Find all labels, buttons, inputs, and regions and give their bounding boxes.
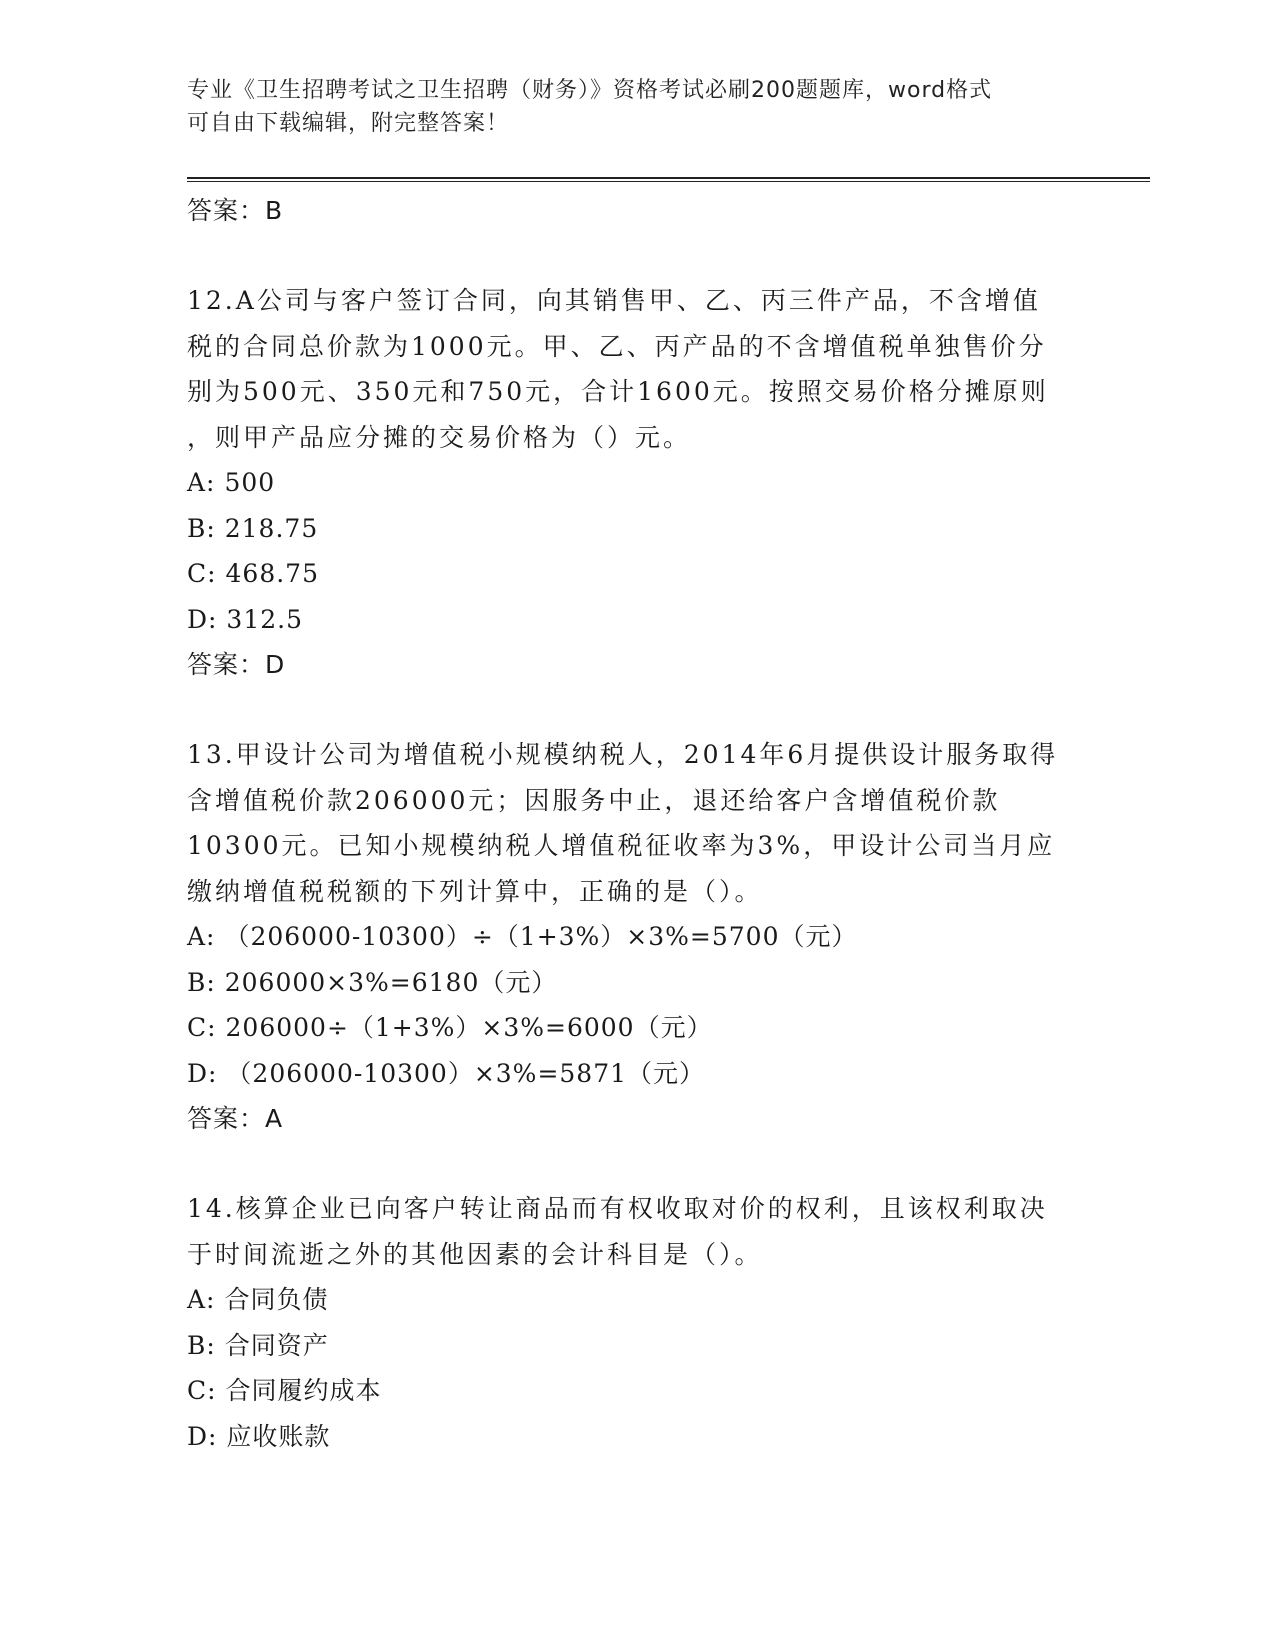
option-text: 218.75 <box>224 513 319 543</box>
stem-line: 税的合同总价款为1000元。甲、乙、丙产品的不含增值税单独售价分 <box>187 331 1047 361</box>
stem-line: ，则甲产品应分摊的交易价格为（）元。 <box>187 422 692 452</box>
question-stem <box>187 1186 1087 1277</box>
stem-line: 13.甲设计公司为增值税小规模纳税人，2014年6月提供设计服务取得 <box>187 740 1059 769</box>
page-content <box>187 188 1087 1459</box>
option-b <box>187 960 1087 1006</box>
answer-line: 答案：D <box>187 650 286 679</box>
option-key: A: <box>187 1285 216 1314</box>
option-c <box>187 1005 1087 1051</box>
option-text: 206000×3%=6180（元） <box>224 967 558 997</box>
option-key: C: <box>187 1013 217 1042</box>
option-text: （206000-10300）×3%=5871（元） <box>226 1058 706 1088</box>
option-key: B: <box>187 513 216 543</box>
option-text: 206000÷（1+3%）×3%=6000（元） <box>225 1013 713 1042</box>
page-header <box>187 74 1087 140</box>
option-key: D: <box>187 1058 218 1088</box>
stem-line: 缴纳增值税税额的下列计算中，正确的是（）。 <box>187 876 763 906</box>
option-a <box>187 914 1087 960</box>
stem-line: 14.核算企业已向客户转让商品而有权收取对价的权利，且该权利取决 <box>187 1194 1048 1223</box>
option-key: D: <box>187 604 218 634</box>
question-stem <box>187 732 1087 914</box>
question-stem <box>187 278 1087 460</box>
option-a <box>187 1277 1087 1323</box>
previous-answer: 答案：B <box>187 196 284 225</box>
option-key: A: <box>187 468 216 497</box>
stem-line: 10300元。已知小规模纳税人增值税征收率为3%，甲设计公司当月应 <box>187 831 1056 860</box>
answer-line: 答案：A <box>187 1104 284 1133</box>
stem-line: 12.A公司与客户签订合同，向其销售甲、乙、丙三件产品，不含增值 <box>187 286 1041 315</box>
option-b <box>187 1323 1087 1369</box>
question-13 <box>187 732 1087 1141</box>
question-14 <box>187 1186 1087 1459</box>
option-text: 应收账款 <box>226 1421 331 1451</box>
option-key: A: <box>187 922 216 951</box>
option-text: 468.75 <box>225 559 319 588</box>
header-line-2: 可自由下载编辑，附完整答案！ <box>187 111 510 136</box>
option-d <box>187 1414 1087 1460</box>
stem-line: 含增值税价款206000元；因服务中止，退还给客户含增值税价款 <box>187 785 1001 815</box>
header-line-1: 专业《卫生招聘考试之卫生招聘（财务）》资格考试必刷200题题库，word格式 <box>187 78 993 103</box>
option-text: 合同资产 <box>224 1330 329 1360</box>
option-text: 312.5 <box>226 604 303 634</box>
option-a <box>187 460 1087 506</box>
header-divider <box>187 177 1150 182</box>
option-key: B: <box>187 1330 216 1360</box>
option-d <box>187 597 1087 643</box>
option-text: （206000-10300）÷（1+3%）×3%=5700（元） <box>224 922 858 951</box>
option-b <box>187 506 1087 552</box>
question-12 <box>187 278 1087 687</box>
option-key: C: <box>187 1376 217 1405</box>
option-d <box>187 1051 1087 1097</box>
option-text: 合同负债 <box>224 1285 329 1314</box>
stem-line: 别为500元、350元和750元，合计1600元。按照交易价格分摊原则 <box>187 377 1049 406</box>
option-key: B: <box>187 967 216 997</box>
option-text: 500 <box>224 468 276 497</box>
stem-line: 于时间流逝之外的其他因素的会计科目是（）。 <box>187 1239 763 1269</box>
option-text: 合同履约成本 <box>225 1376 382 1405</box>
option-key: D: <box>187 1421 218 1451</box>
option-c <box>187 551 1087 597</box>
option-c <box>187 1368 1087 1414</box>
option-key: C: <box>187 559 217 588</box>
